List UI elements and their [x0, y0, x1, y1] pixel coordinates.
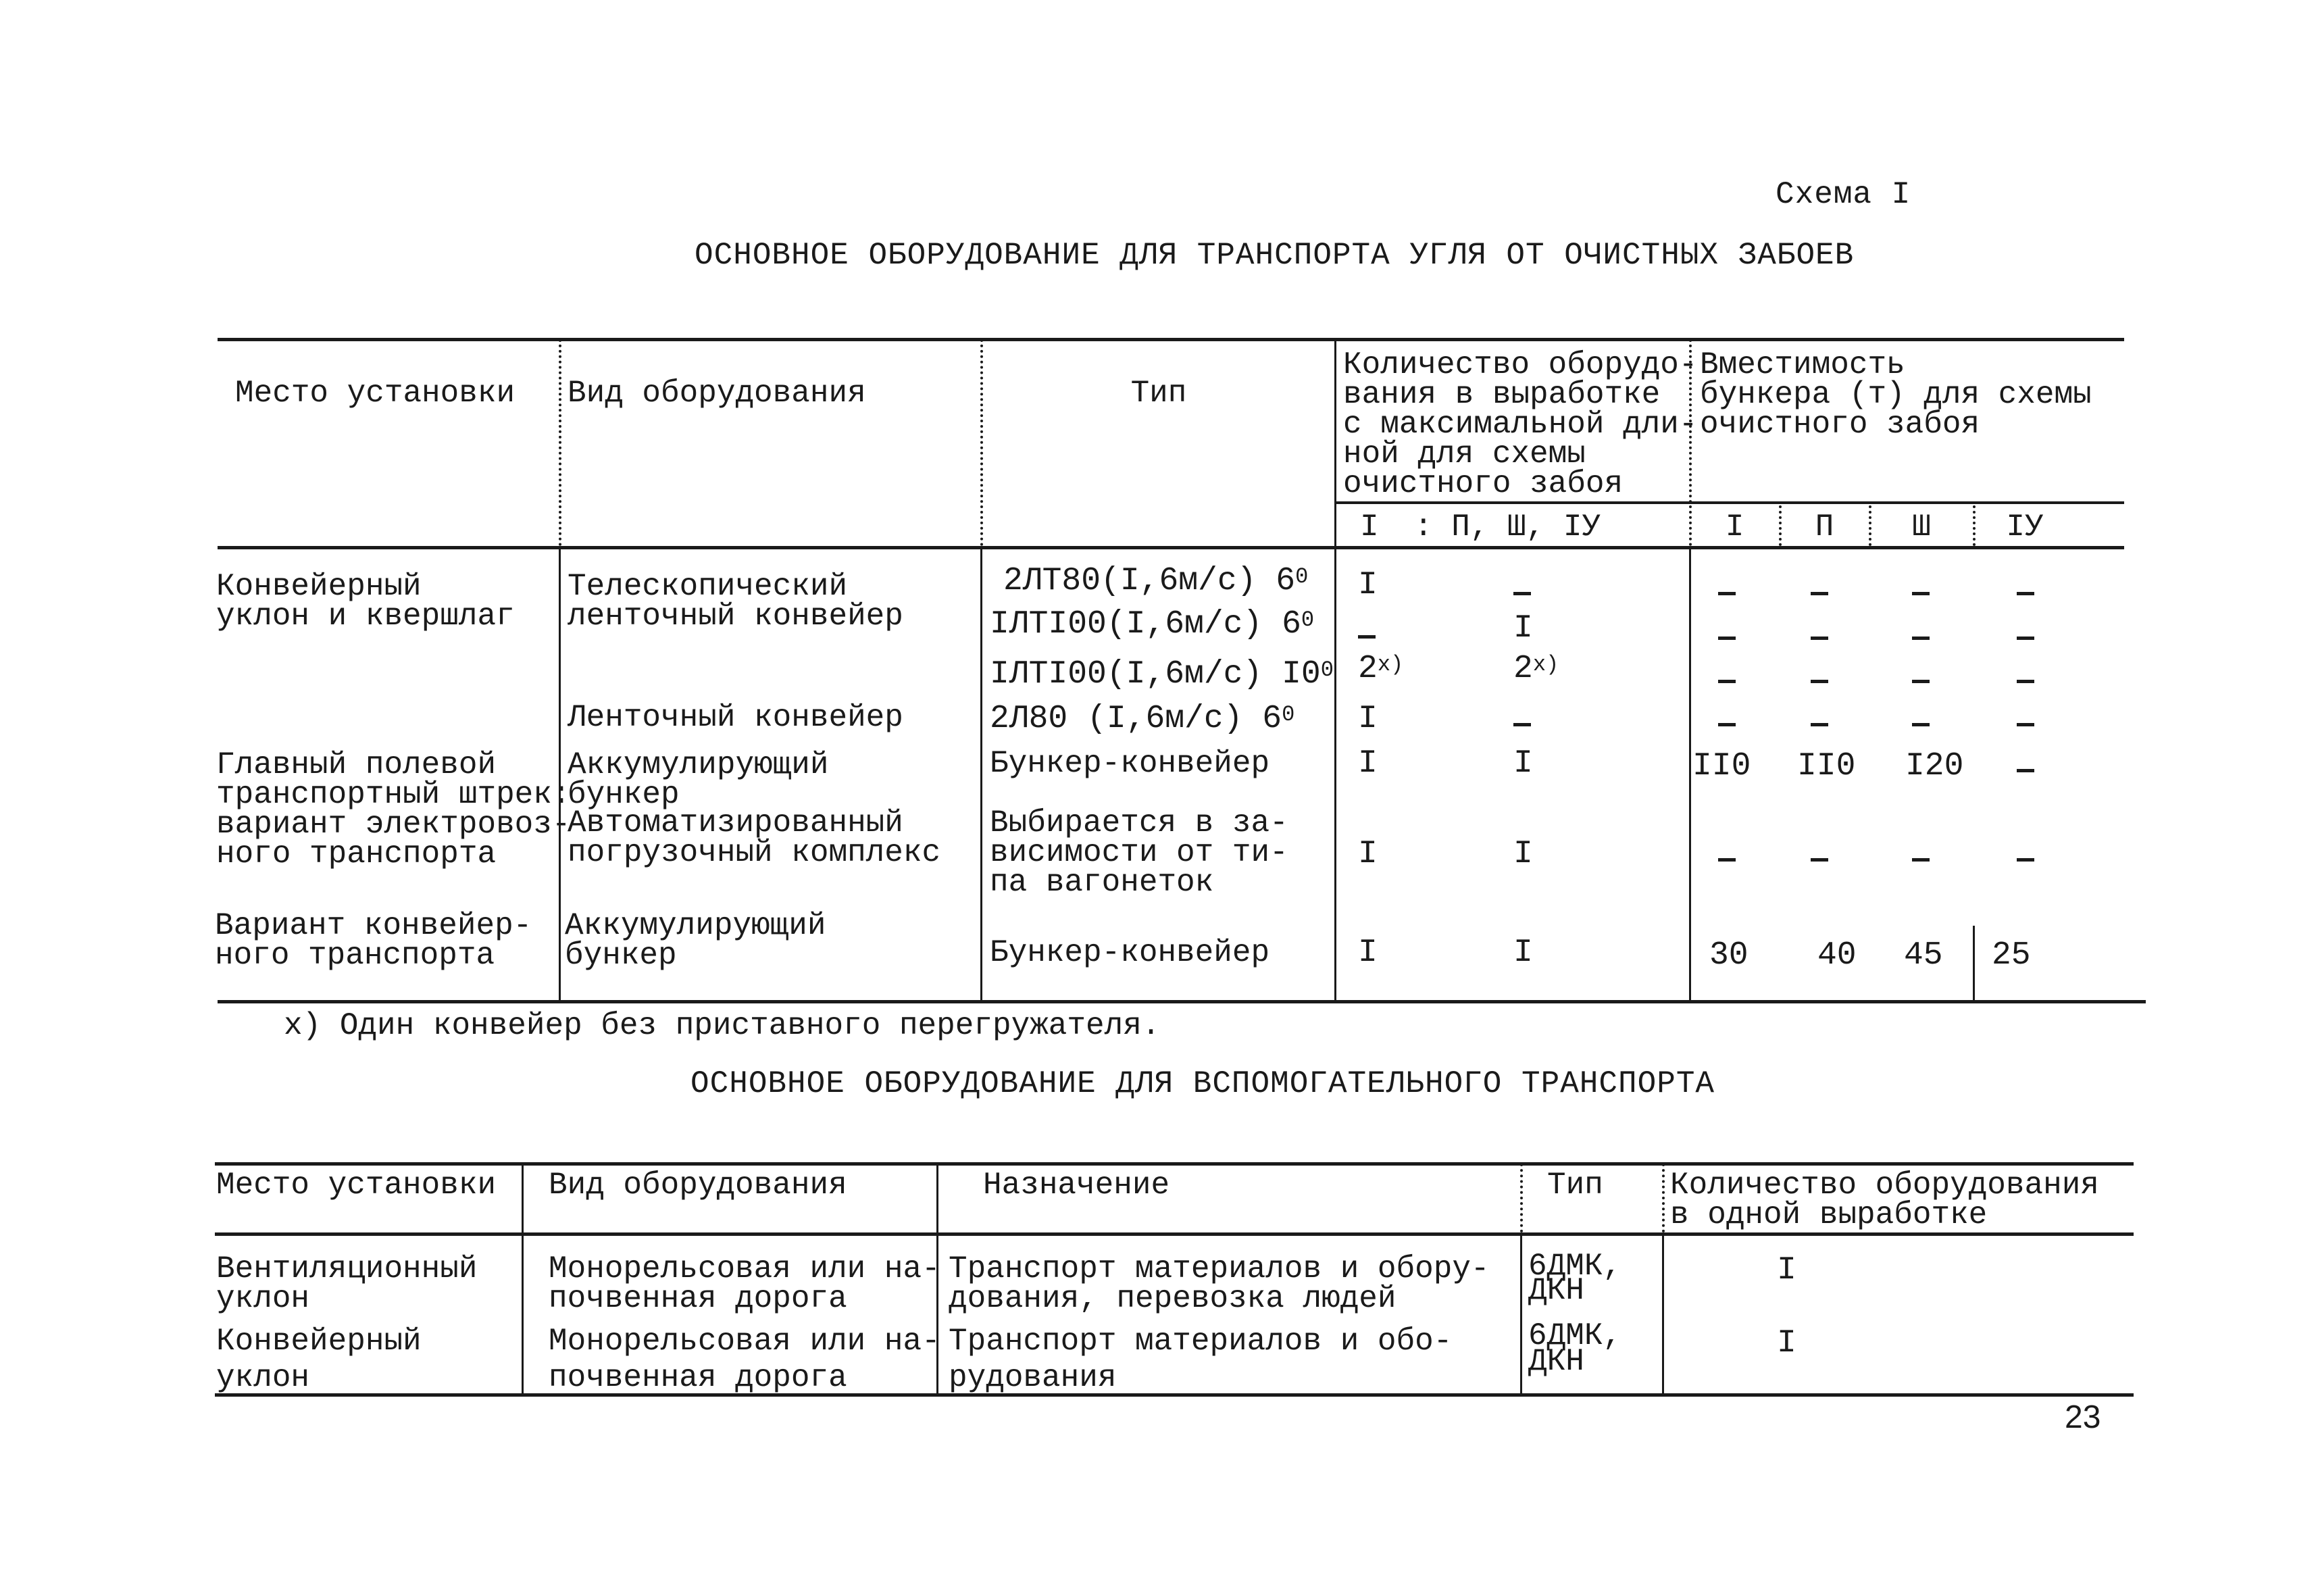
- count-r6-a: I: [1358, 836, 1378, 872]
- header-count-sub1: I: [1360, 509, 1379, 545]
- count-r7-b: I: [1513, 934, 1533, 971]
- kind-bunker: Аккумулирующий бункер: [568, 747, 829, 812]
- place-conveyor-variant: Вариант конвейер- ного транспорта: [215, 908, 532, 973]
- table2-title: ОСНОВНОЕ ОБОРУДОВАНИЕ ДЛЯ ВСПОМОГАТЕЛЬНОГО ТРАНСПОРТА: [690, 1066, 1715, 1101]
- count-r3-b: 2$^{x)}$: [1513, 651, 1559, 687]
- t2-row1-type: 6ДМК, ДКН: [1528, 1249, 1622, 1308]
- kind-telescopic: Телескопический ленточный конвейер: [568, 569, 903, 634]
- table1-divider: [980, 547, 982, 1001]
- capacity-r5-2: II0: [1797, 748, 1856, 784]
- dash-mark: [1358, 635, 1376, 639]
- table1-divider: [1689, 547, 1691, 1001]
- count-r4-a: I: [1358, 701, 1378, 737]
- header-count: Количество оборудо- вания в выработке с максимальной дли- ной для схемы очистного забоя: [1343, 347, 1698, 501]
- kind-loading-complex: Автоматизированный погрузочный комплекс: [568, 805, 941, 870]
- header-cap-sub-3: Ш: [1912, 509, 1931, 545]
- header-cap-sub-2: П: [1815, 509, 1834, 545]
- kind-belt: Ленточный конвейер: [568, 700, 903, 735]
- table1-divider: [980, 339, 983, 546]
- t2-row2-place: Конвейерный уклон: [216, 1324, 422, 1395]
- t2-header-count: Количество оборудования в одной выработке: [1670, 1168, 2099, 1232]
- table1-header-rule: [218, 546, 2124, 549]
- type-row-2: IЛТI00(I,6м/с) $6^0$: [990, 606, 1315, 643]
- type-row-5: Бункер-конвейер: [990, 746, 1270, 781]
- header-cap-sub-1: I: [1725, 509, 1744, 545]
- t2-row1-kind: Монорельсовая или на- почвенная дорога: [549, 1251, 940, 1316]
- table2-divider: [1662, 1164, 1665, 1232]
- type-row-6: Выбирается в за- висимости от ти- па вагонеток: [990, 805, 1288, 900]
- table2-divider: [522, 1164, 524, 1393]
- capacity-r5-1: II0: [1692, 748, 1751, 784]
- table1-top-rule: [218, 338, 2124, 341]
- kind-bunker-2: Аккумулирующий бункер: [565, 908, 826, 973]
- type-row-3: IЛТI00(I,6м/с) $I0^0$: [990, 656, 1334, 693]
- header-cap-sub-4: IУ: [2006, 509, 2044, 545]
- t2-row2-purpose: Транспорт материалов и обо- рудования: [949, 1324, 1453, 1395]
- schema-label: Схема I: [1776, 177, 1911, 212]
- count-r5-a: I: [1358, 745, 1378, 782]
- header-count-sub2: : П, Ш, IУ: [1414, 509, 1601, 545]
- table1-divider: [1973, 926, 1975, 1001]
- t2-row1-place: Вентиляционный уклон: [216, 1251, 478, 1316]
- page-number: 23: [2065, 1399, 2101, 1435]
- header-type: Тип: [1130, 376, 1187, 411]
- dash-mark: [1513, 592, 1531, 595]
- table2-divider: [1520, 1164, 1523, 1232]
- t2-header-kind: Вид оборудования: [549, 1168, 847, 1203]
- place-main-drift: Главный полевой транспортный штрек: вариант электровоз- ного транспорта: [216, 747, 571, 872]
- count-r3-a: 2$^{x)}$: [1358, 651, 1404, 687]
- count-r7-a: I: [1358, 934, 1378, 971]
- header-kind: Вид оборудования: [568, 376, 866, 411]
- table1-divider: [559, 339, 561, 546]
- table2-header-rule: [215, 1232, 2134, 1236]
- capacity-r7-2: 40: [1817, 937, 1857, 974]
- count-r6-b: I: [1513, 836, 1533, 872]
- count-r5-b: I: [1513, 745, 1533, 782]
- t2-header-purpose: Назначение: [983, 1168, 1170, 1203]
- capacity-r7-3: 45: [1904, 937, 1943, 974]
- t2-row1-purpose: Транспорт материалов и обору- дования, перевозка людей: [949, 1251, 1490, 1316]
- count-r2-b: I: [1513, 610, 1533, 647]
- place-conveyor-incline: Конвейерный уклон и квершлаг: [216, 569, 515, 634]
- type-row-7: Бункер-конвейер: [990, 935, 1270, 970]
- t2-row2-count: I: [1777, 1325, 1796, 1362]
- capacity-r7-1: 30: [1709, 937, 1749, 974]
- table1-title: ОСНОВНОЕ ОБОРУДОВАНИЕ ДЛЯ ТРАНСПОРТА УГЛЯ ОТ ОЧИСТНЫХ ЗАБОЕВ: [695, 238, 1855, 273]
- t2-row2-kind: Монорельсовая или на- почвенная дорога: [549, 1324, 940, 1395]
- dash-mark: [1513, 723, 1531, 726]
- table2-divider: [1520, 1234, 1522, 1393]
- t2-row2-type: 6ДМК, ДКН: [1528, 1318, 1622, 1379]
- table1-bottom-rule: [218, 1000, 2146, 1003]
- type-row-4: 2Л80 (I,6м/с) $6^0$: [990, 701, 1295, 737]
- footnote: х) Один конвейер без приставного перегружателя.: [284, 1008, 1161, 1043]
- type-row-1: 2ЛТ80(I,6м/с) $6^0$: [1003, 563, 1309, 599]
- table1-subheader-rule: [1334, 501, 2124, 504]
- table1-divider: [1334, 339, 1336, 1000]
- t2-row1-count: I: [1777, 1252, 1796, 1289]
- t2-header-type: Тип: [1547, 1168, 1603, 1203]
- header-place: Место установки: [235, 376, 515, 411]
- t2-header-place: Место установки: [216, 1168, 497, 1203]
- capacity-r5-3: I20: [1905, 748, 1964, 784]
- table2-divider: [1662, 1234, 1664, 1393]
- capacity-r7-4: 25: [1992, 937, 2031, 974]
- header-capacity: Вместимость бункера (т) для схемы очистного забоя: [1700, 347, 2092, 442]
- count-r1-a: I: [1358, 567, 1378, 603]
- table2-top-rule: [215, 1162, 2134, 1166]
